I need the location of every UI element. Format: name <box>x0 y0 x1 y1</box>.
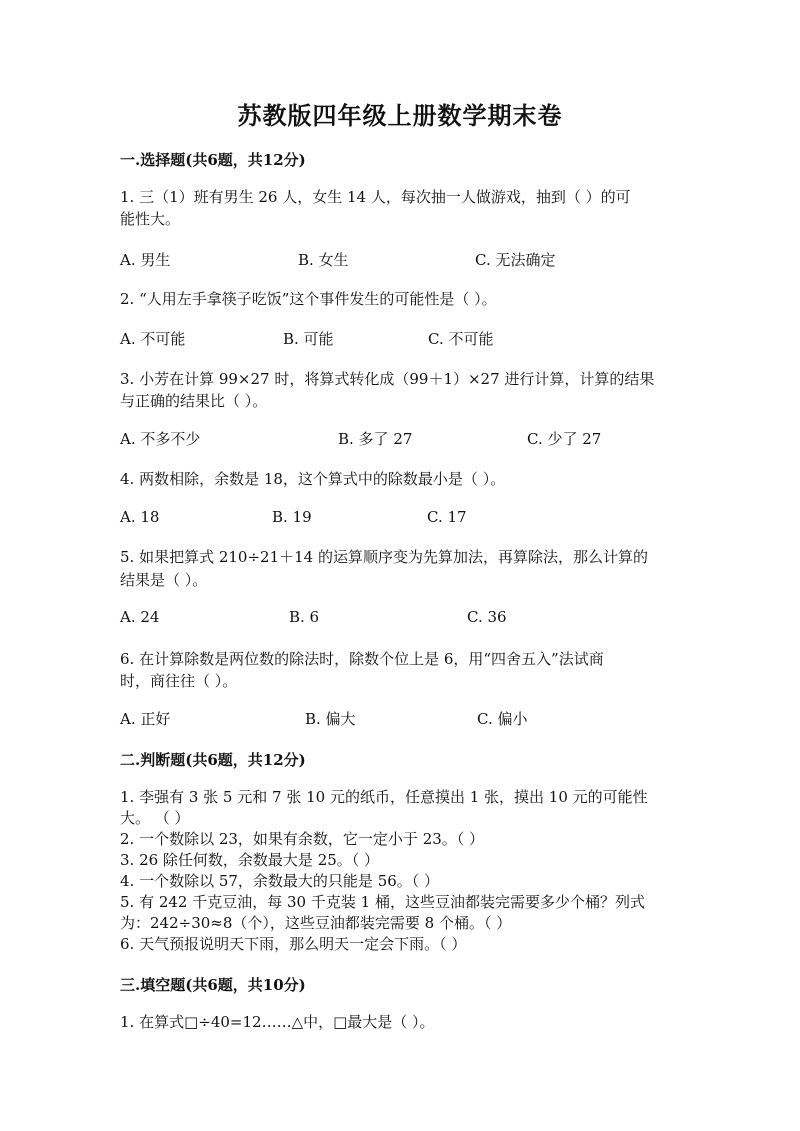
option-b: B. 偏大 <box>305 710 356 728</box>
section-heading-choice: 一.选择题(共6题，共12分) <box>120 151 306 169</box>
question-text: 2. “人用左手拿筷子吃饭”这个事件发生的可能性是（ ）。 <box>120 290 497 308</box>
option-b: B. 可能 <box>283 330 334 348</box>
section-heading-fill-in: 三.填空题(共6题，共10分) <box>120 976 306 994</box>
question-text: 1. 在算式□÷40=12……△中，□最大是（ ）。 <box>120 1013 435 1031</box>
question-text: 时，商往往（ ）。 <box>120 672 238 690</box>
question-text: 3. 小芳在计算 99×27 时，将算式转化成（99＋1）×27 进行计算，计算的结果 <box>120 370 655 388</box>
option-b: B. 19 <box>272 508 312 526</box>
question-text: 4. 一个数除以 57，余数最大的只能是 56。（ ） <box>120 872 440 890</box>
option-a: A. 不可能 <box>120 330 186 348</box>
option-b: B. 女生 <box>298 251 349 269</box>
question-text: 4. 两数相除，余数是 18，这个算式中的除数最小是（ ）。 <box>120 470 506 488</box>
option-a: A. 不多不少 <box>120 430 201 448</box>
question-text: 1. 李强有 3 张 5 元和 7 张 10 元的纸币，任意摸出 1 张，摸出 10 元的可能性 <box>120 788 648 806</box>
section-heading-judgement: 二.判断题(共6题，共12分) <box>120 751 306 769</box>
option-c: C. 偏小 <box>477 710 528 728</box>
question-text: 与正确的结果比（ ）。 <box>120 392 268 410</box>
option-a: A. 男生 <box>120 251 171 269</box>
option-c: C. 少了 27 <box>527 430 602 448</box>
option-a: A. 18 <box>120 508 160 526</box>
question-text: 1. 三（1）班有男生 26 人，女生 14 人，每次抽一人做游戏，抽到（ ）的可 <box>120 188 631 206</box>
question-text: 能性大。 <box>120 210 181 228</box>
option-c: C. 17 <box>427 508 467 526</box>
question-text: 结果是（ ）。 <box>120 571 208 589</box>
question-text: 6. 天气预报说明天下雨，那么明天一定会下雨。（ ） <box>120 935 467 953</box>
option-a: A. 正好 <box>120 710 171 728</box>
question-text: 为：242÷30≈8（个），这些豆油都装完需要 8 个桶。（ ） <box>120 914 512 932</box>
option-a: A. 24 <box>120 608 160 626</box>
option-c: C. 36 <box>467 608 507 626</box>
option-c: C. 无法确定 <box>475 251 556 269</box>
option-b: B. 6 <box>289 608 320 626</box>
option-c: C. 不可能 <box>428 330 494 348</box>
question-text: 大。 （ ） <box>120 809 190 827</box>
exam-title: 苏教版四年级上册数学期末卷 <box>237 101 563 130</box>
question-text: 3. 26 除任何数，余数最大是 25。（ ） <box>120 851 380 869</box>
question-text: 6. 在计算除数是两位数的除法时，除数个位上是 6，用“四舍五入”法试商 <box>120 650 604 668</box>
question-text: 2. 一个数除以 23，如果有余数，它一定小于 23。（ ） <box>120 830 485 848</box>
question-text: 5. 有 242 千克豆油，每 30 千克装 1 桶，这些豆油都装完需要多少个桶？列式 <box>120 893 645 911</box>
question-text: 5. 如果把算式 210÷21＋14 的运算顺序变为先算加法，再算除法，那么计算的 <box>120 548 648 566</box>
option-b: B. 多了 27 <box>338 430 413 448</box>
